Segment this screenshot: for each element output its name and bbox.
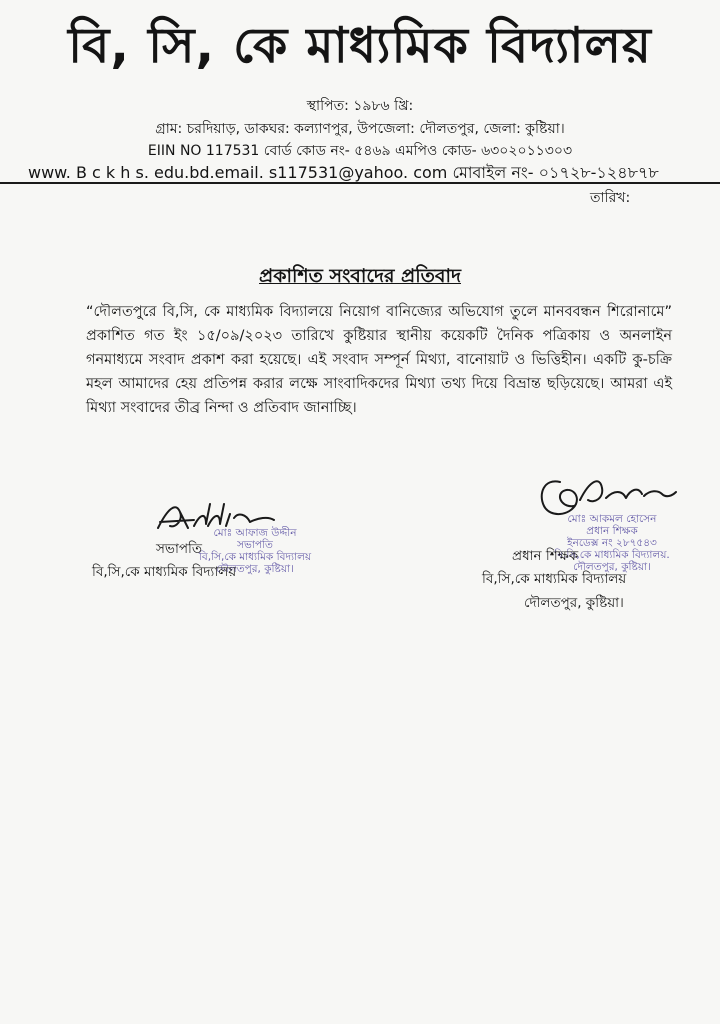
chairman-stamp-school: বি,সি,কে মাধ্যমিক বিদ্যালয়: [198, 551, 312, 563]
chairman-stamp-title: সভাপতি: [237, 539, 273, 551]
chairman-title: সভাপতি: [156, 541, 203, 557]
chairman-stamp-place: দৌলতপুর, কুষ্টিয়া।: [216, 563, 294, 575]
chairman-school: বি,সি,কে মাধ্যমিক বিদ্যালয়: [92, 564, 237, 580]
school-codes: EIIN NO 117531 বোর্ড কোড নং- ৫৪৬৯ এমপিও কোড- ৬৩০২০১১৩০৩: [147, 143, 573, 159]
letter-heading: [0, 262, 720, 294]
headmaster-place: দৌলতপুর, কুষ্টিয়া।: [524, 595, 624, 611]
school-name: বি, সি, কে মাধ্যমিক বিদ্যালয়: [68, 17, 652, 74]
established-date: স্থাপিত: ১৯৮৬ খ্রি:: [306, 98, 414, 114]
headmaster-school: বি,সি,কে মাধ্যমিক বিদ্যালয়: [482, 571, 627, 587]
header-divider: [0, 182, 720, 184]
contact-line: www. B c k h s. edu.bd.email. s117531@yahoo. com মোবাইল নং- ০১৭২৮-১২৪৮৭৮: [28, 163, 659, 182]
headmaster-stamp-id: ইনডেক্স নং ২৮৭৫৪৩: [567, 537, 657, 549]
letter-body: “দৌলতপুরে বি,সি, কে মাধ্যমিক বিদ্যালয়ে নিয়োগ বানিজ্যের অভিযোগ তুলে মানববন্ধন শিরোনামে” প্রকাশিত গত ইং ১৫/০৯/২০২৩ তারিখে কুষ্টিয়ার স্থানীয় কয়েকটি দৈনিক পত্রিকায় ও অনলাইন গনমাধ্যমে সংবাদ প্রকাশ করা হয়েছে। এই সংবাদ সম্পূর্ন মিথ্যা, বানোয়াট ও ভিত্তিহীন। একটি কু-চক্রি মহল আমাদের হেয় প্রতিপন্ন করার লক্ষে সাংবাদিকদের মিথ্যা তথ্য দিয়ে বিভ্রান্ত ছড়িয়েছে। আমরা এই মিথ্যা সংবাদের তীব্র নিন্দা ও প্রতিবাদ জানাচ্ছি।: [86, 304, 672, 416]
letter-heading-text: প্রকাশিত সংবাদের প্রতিবাদ: [259, 265, 461, 287]
headmaster-stamp-title: প্রধান শিক্ষক: [586, 525, 638, 537]
school-address: গ্রাম: চরদিয়াড়, ডাকঘর: কল্যাণপুর, উপজেলা: দৌলতপুর, জেলা: কুষ্টিয়া।: [155, 121, 565, 137]
headmaster-title: প্রধান শিক্ষক: [512, 548, 579, 564]
headmaster-stamp-name: মোঃ আকমল হোসেন: [567, 513, 657, 525]
headmaster-stamp-school: বি,সি,কে মাধ্যমিক বিদ্যালয়.: [554, 549, 670, 561]
chairman-stamp-name: মোঃ আফাজ উদ্দীন: [213, 527, 297, 539]
headmaster-stamp-place: দৌলতপুর, কুষ্টিয়া।: [573, 561, 651, 573]
date-label: তারিখ:: [590, 190, 631, 206]
